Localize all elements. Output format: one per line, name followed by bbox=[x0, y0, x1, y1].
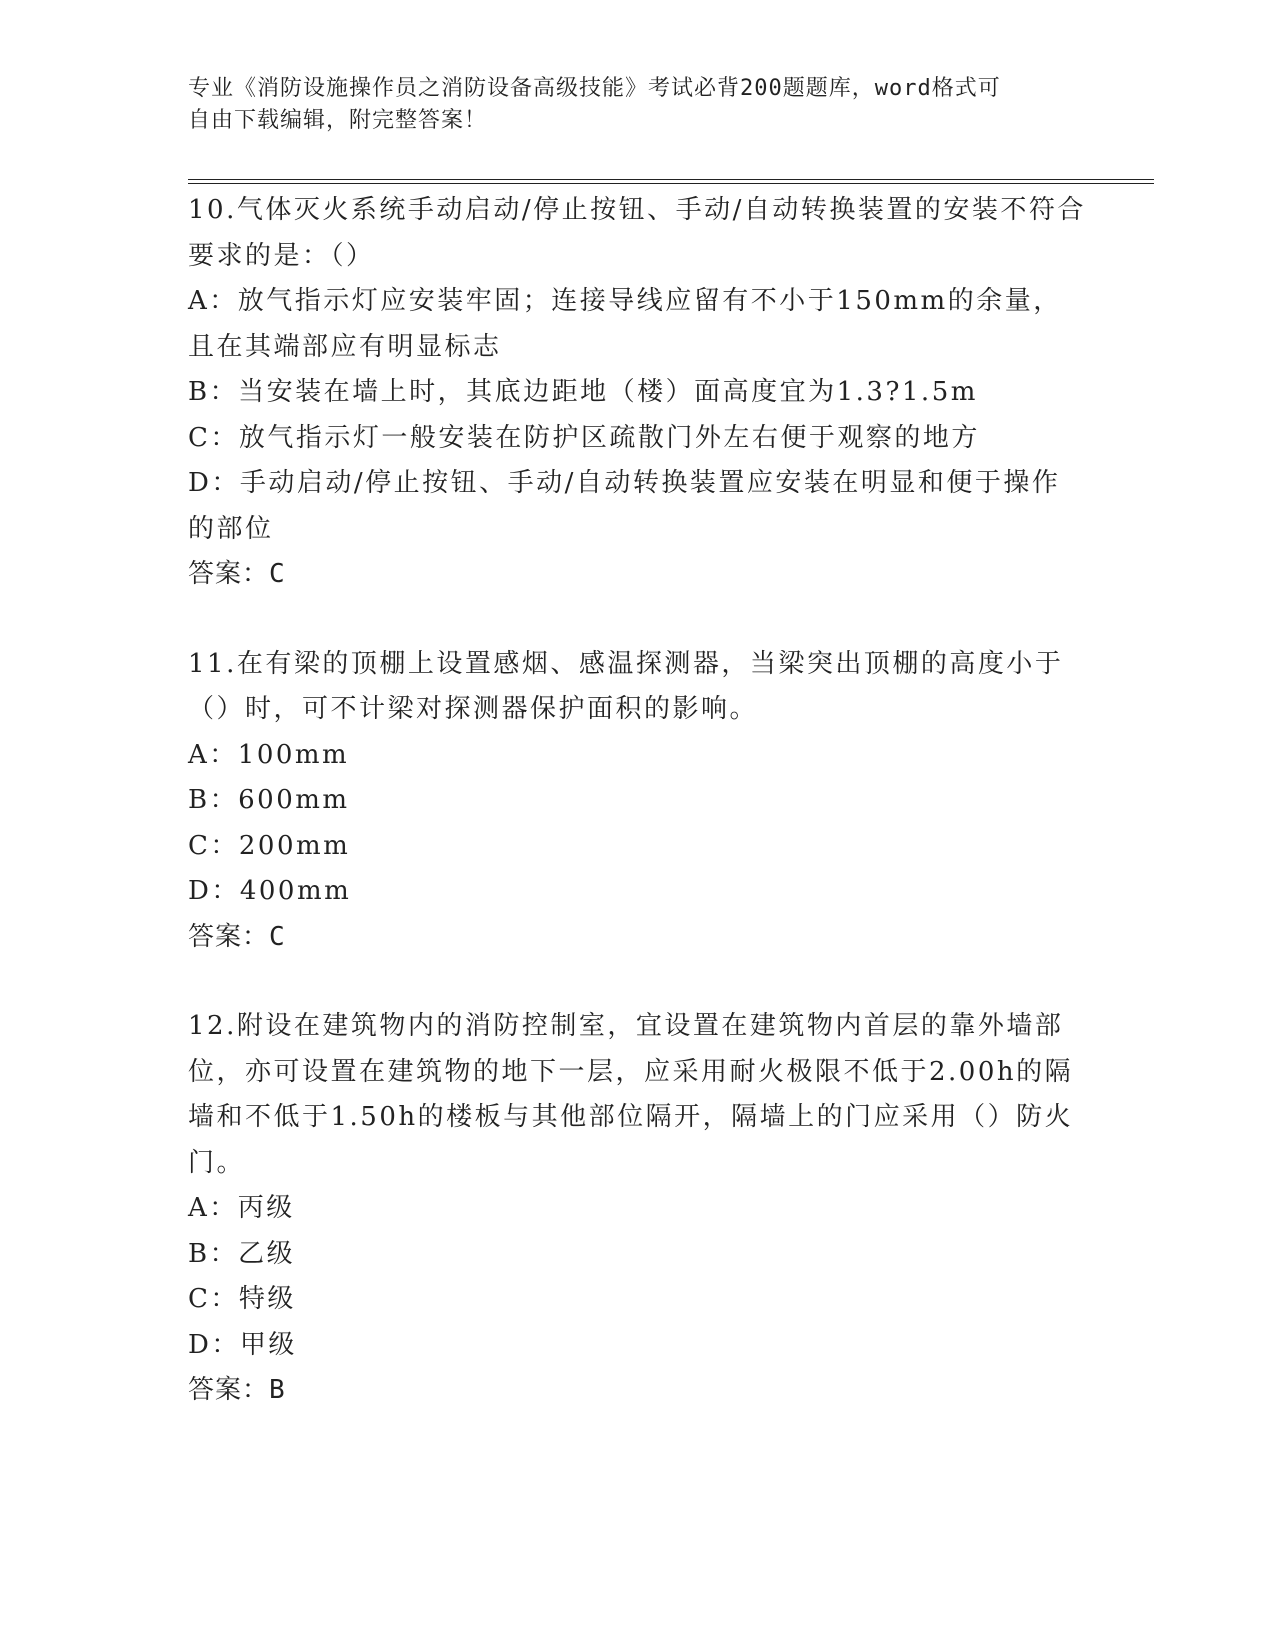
option-a: A：丙级 bbox=[188, 1193, 295, 1223]
option-d: D：手动启动/停止按钮、手动/自动转换装置应安装在明显和便于操作的部位 bbox=[188, 468, 1061, 544]
question-text: 12.附设在建筑物内的消防控制室，宜设置在建筑物内首层的靠外墙部位，亦可设置在建筑物的地下一层，应采用耐火极限不低于2.00h的隔墙和不低于1.50h的楼板与其他部位隔开，隔墙上的门应采用（）防火门。 bbox=[188, 1011, 1074, 1178]
answer: 答案：C bbox=[188, 921, 286, 952]
option-c: C：放气指示灯一般安装在防护区疏散门外左右便于观察的地方 bbox=[188, 422, 980, 453]
header-divider-top bbox=[188, 179, 1154, 180]
option-c: C：特级 bbox=[188, 1284, 296, 1314]
question-spacer bbox=[188, 598, 1088, 642]
document-header bbox=[188, 73, 1088, 137]
option-a: A：100mm bbox=[188, 739, 350, 770]
question-12 bbox=[188, 1004, 1088, 1414]
answer: 答案：B bbox=[188, 1375, 286, 1405]
header-divider-bottom bbox=[188, 183, 1154, 184]
option-a: A：放气指示灯应安装牢固；连接导线应留有不小于150mm的余量，且在其端部应有明显标志 bbox=[188, 286, 1062, 362]
question-text: 11.在有梁的顶棚上设置感烟、感温探测器，当梁突出顶棚的高度小于（）时，可不计梁对探测器保护面积的影响。 bbox=[188, 648, 1064, 724]
question-10 bbox=[188, 188, 1088, 598]
question-11 bbox=[188, 642, 1088, 961]
question-list bbox=[188, 188, 1088, 1414]
header-line-2: 自由下载编辑，附完整答案！ bbox=[188, 108, 488, 133]
option-d: D：400mm bbox=[188, 876, 352, 906]
question-text: 10.气体灭火系统手动启动/停止按钮、手动/自动转换装置的安装不符合要求的是：（） bbox=[188, 195, 1086, 271]
option-b: B：乙级 bbox=[188, 1238, 296, 1269]
option-b: B：600mm bbox=[188, 785, 350, 815]
question-spacer bbox=[188, 960, 1088, 1004]
option-b: B：当安装在墙上时，其底边距地（楼）面高度宜为1.3?1.5m bbox=[188, 377, 978, 407]
answer: 答案：C bbox=[188, 559, 286, 589]
header-line-1: 专业《消防设施操作员之消防设备高级技能》考试必背200题题库，word格式可 bbox=[188, 76, 1001, 101]
option-c: C：200mm bbox=[188, 830, 351, 861]
option-d: D：甲级 bbox=[188, 1329, 297, 1360]
